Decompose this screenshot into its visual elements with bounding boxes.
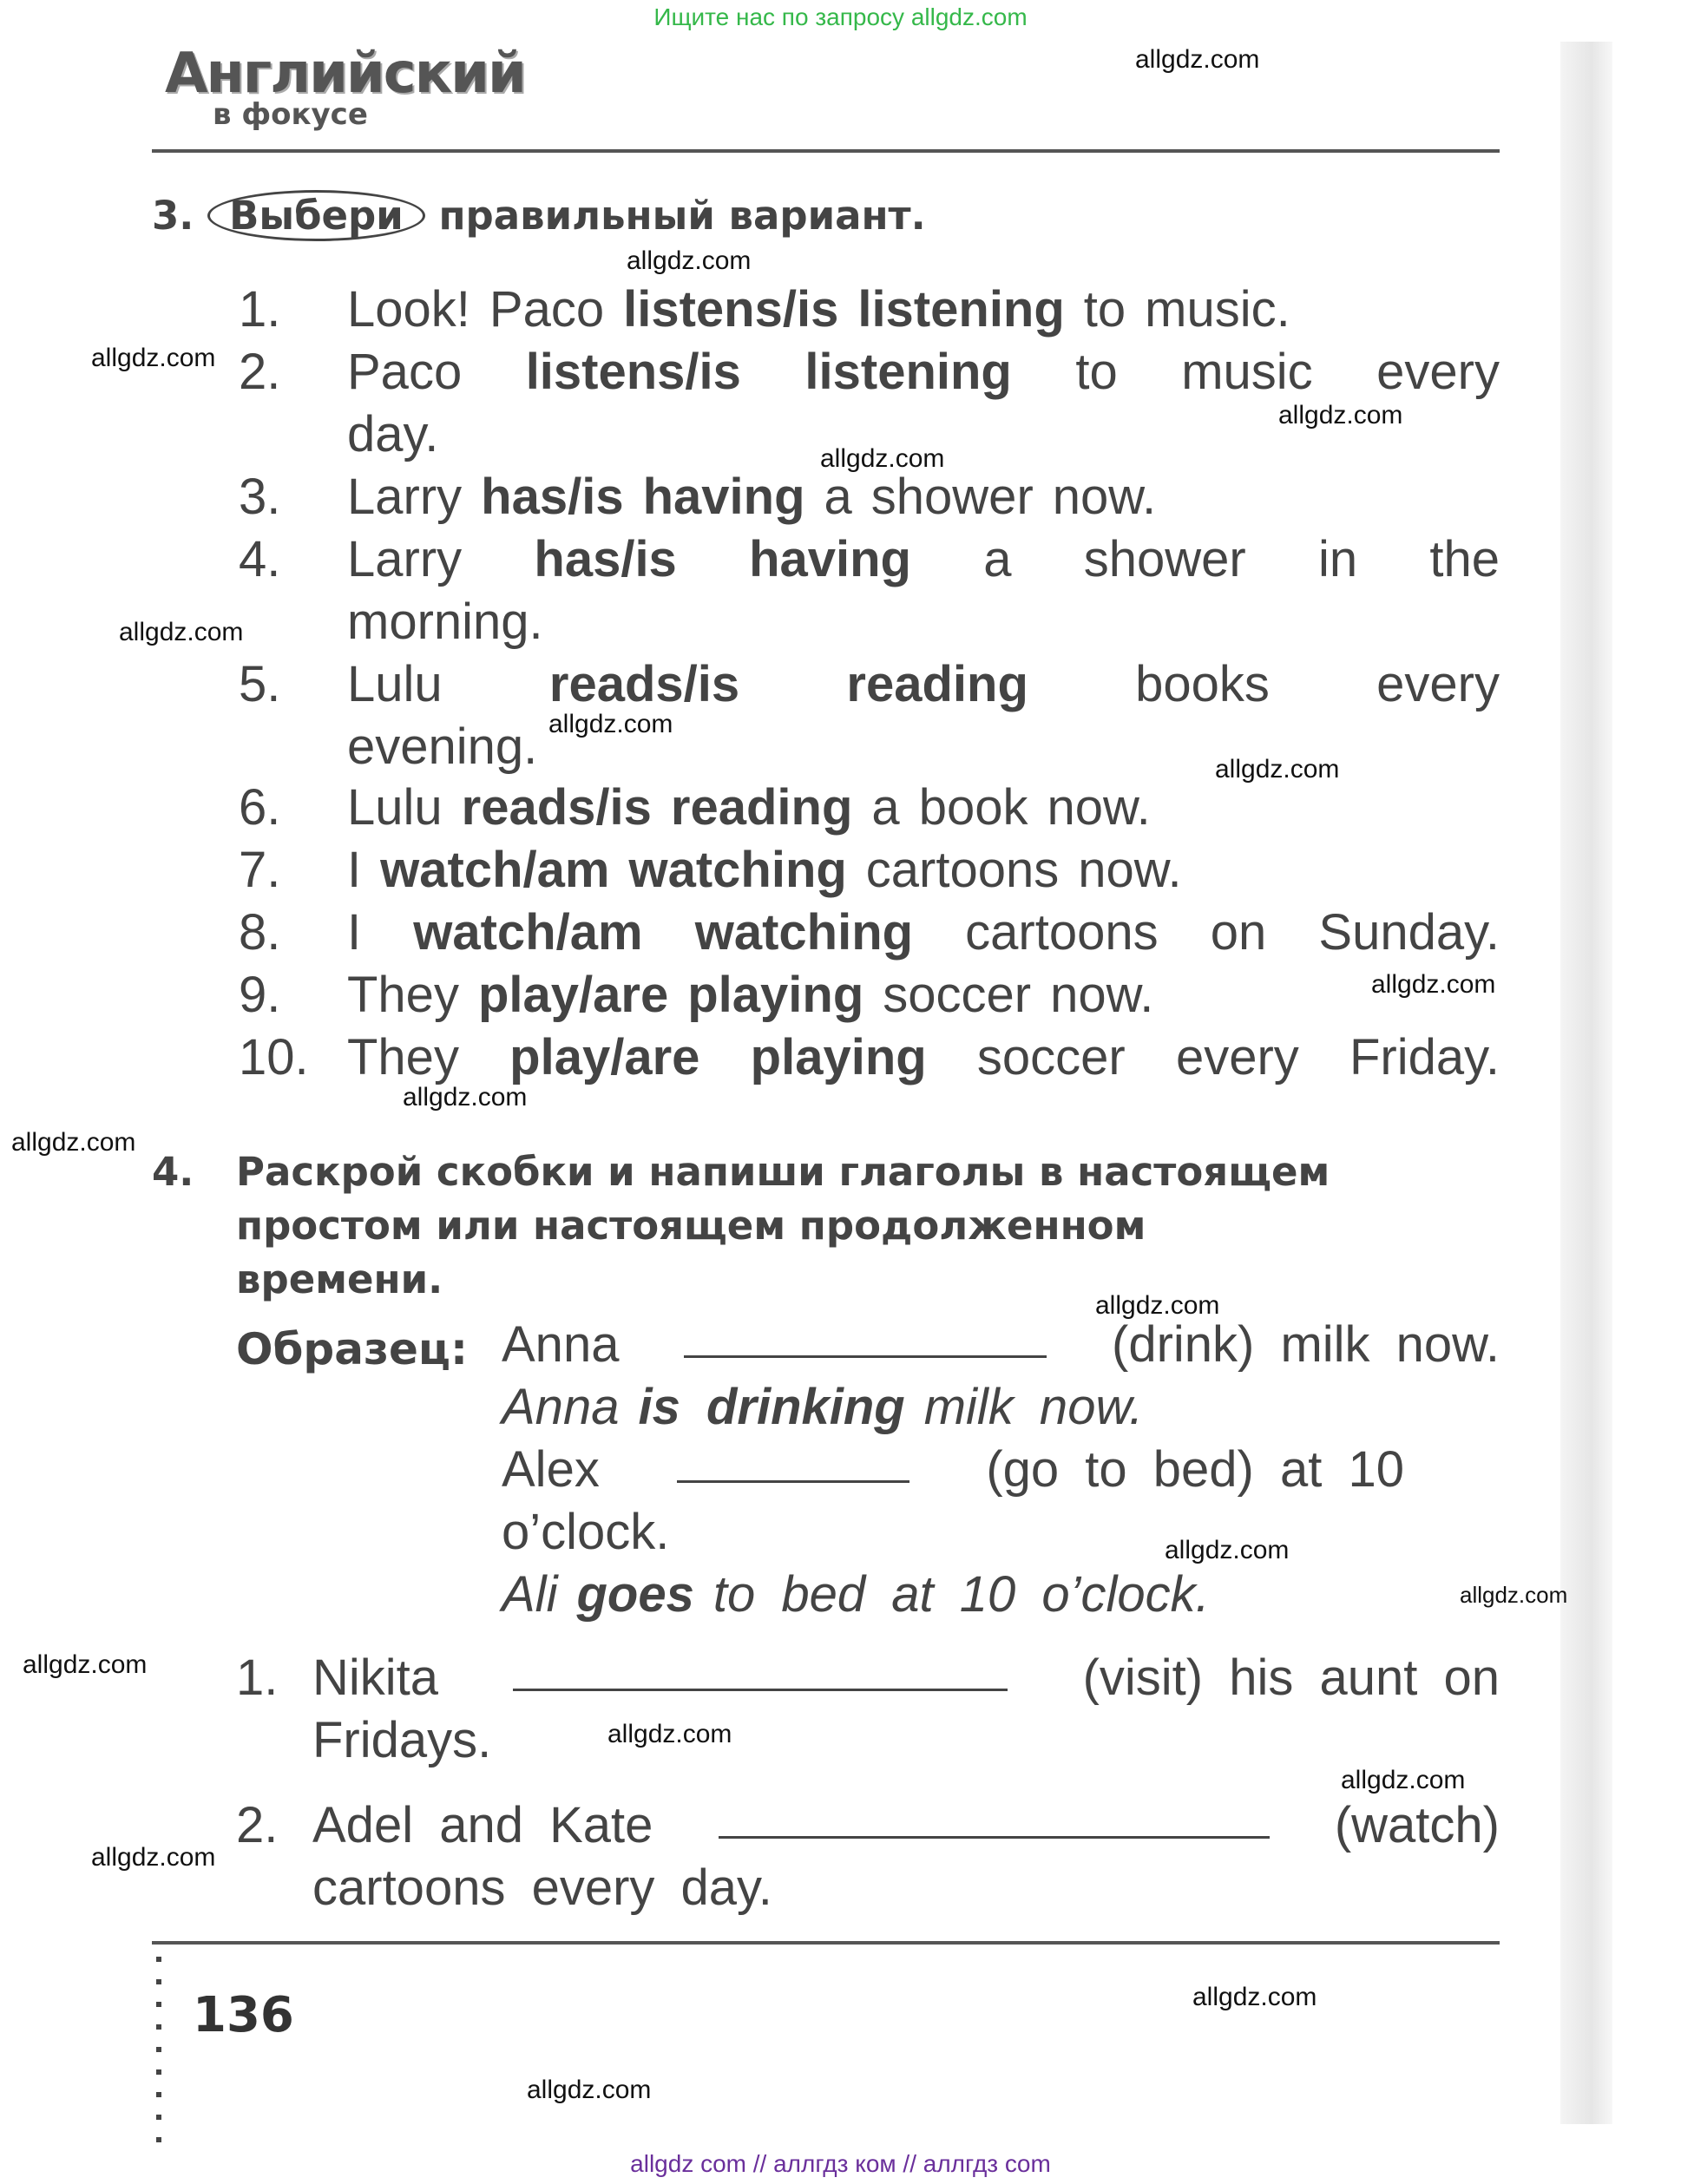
item-number: 8. <box>239 904 281 961</box>
sentence-word: music <box>1181 344 1313 400</box>
item-sentence <box>347 655 1500 713</box>
choice-word[interactable]: play/are <box>509 1029 700 1085</box>
sentence-word: Paco <box>489 281 605 338</box>
task3-instruction: правильный вариант. <box>438 193 926 239</box>
choice-word[interactable]: playing <box>750 1029 927 1085</box>
exercise1-line <box>312 1649 1500 1707</box>
sentence-word: books <box>1135 656 1270 712</box>
item-continuation: morning. <box>347 594 543 650</box>
choice-word[interactable]: watching <box>694 904 914 961</box>
page-number: 136 <box>193 1987 294 2043</box>
item-number: 3. <box>239 469 281 525</box>
task3-circled-word: Выбери <box>207 190 425 241</box>
item-sentence <box>347 1028 1500 1086</box>
sentence-word: to <box>1083 281 1126 338</box>
sentence-word: Larry <box>347 469 463 525</box>
choice-word[interactable]: playing <box>687 967 864 1023</box>
sample1-answer-subject: Anna <box>502 1379 620 1435</box>
sentence-word: a <box>824 469 852 525</box>
choice-word[interactable]: listens/is <box>525 344 741 400</box>
answer-blank <box>677 1440 909 1483</box>
sentence-word: Lulu <box>347 656 443 712</box>
watermark: allgdz.com <box>1460 1582 1568 1608</box>
sentence-word: I <box>347 842 362 898</box>
sentence-word: every <box>1376 344 1500 400</box>
choice-word[interactable]: listens/is <box>623 281 839 338</box>
sentence-word: the <box>1429 531 1500 587</box>
watermark: allgdz.com <box>91 344 216 372</box>
choice-word[interactable]: having <box>642 469 805 525</box>
watermark: allgdz.com <box>403 1083 528 1112</box>
sample1-line <box>502 1315 1500 1374</box>
sample2-continuation: o’clock. <box>502 1504 670 1560</box>
task3-header <box>152 193 926 239</box>
page-edge-shadow <box>1560 42 1612 2124</box>
task4-number: 4. <box>152 1149 194 1195</box>
sample1-rest: (drink) milk now. <box>1112 1316 1500 1373</box>
choice-word[interactable]: watching <box>628 842 847 898</box>
sample2-answer-verb: goes <box>576 1566 694 1623</box>
sentence-word: cartoons <box>865 842 1060 898</box>
sample2-answer <box>502 1565 1229 1623</box>
watermark: allgdz.com <box>527 2076 652 2104</box>
sentence-word: Paco <box>347 344 463 400</box>
item-number: 10. <box>239 1029 309 1085</box>
sample1-answer-rest: milk now. <box>923 1379 1144 1435</box>
sentence-word: Look! <box>347 281 470 338</box>
task3-number: 3. <box>152 193 194 239</box>
watermark: allgdz.com <box>119 618 244 646</box>
choice-word[interactable]: reads/is <box>461 779 652 836</box>
sentence-word: now. <box>1078 842 1182 898</box>
sample2-line-cont <box>502 1503 688 1561</box>
choice-word[interactable]: reads/is <box>548 656 740 712</box>
watermark: allgdz.com <box>820 444 945 473</box>
item-continuation: evening. <box>347 718 538 775</box>
sentence-word: Sunday. <box>1318 904 1500 961</box>
sentence-word: a <box>983 531 1012 587</box>
exercise-number: 2. <box>236 1797 279 1853</box>
exercise2-rest: (watch) <box>1334 1797 1500 1853</box>
sentence-word: on <box>1210 904 1267 961</box>
sentence-word: soccer <box>883 967 1032 1023</box>
sentence-word: now. <box>1047 779 1151 836</box>
sample1-subject: Anna <box>502 1316 620 1373</box>
choice-word[interactable]: watch/am <box>413 904 643 961</box>
exercise2-continuation: cartoons every day. <box>312 1859 772 1916</box>
watermark: allgdz.com <box>1095 1291 1220 1320</box>
sentence-word: I <box>347 904 362 961</box>
watermark: allgdz.com <box>1371 970 1496 999</box>
watermark: allgdz.com <box>1135 45 1260 74</box>
sentence-word: soccer <box>976 1029 1126 1085</box>
sentence-word: music. <box>1145 281 1290 338</box>
item-number: 6. <box>239 779 281 836</box>
choice-word[interactable]: play/are <box>477 967 669 1023</box>
logo-title: Английский <box>165 42 525 106</box>
sample2-subject: Alex <box>502 1441 600 1498</box>
watermark: allgdz.com <box>627 246 752 275</box>
sample2-answer-rest: to bed at 10 o’clock. <box>712 1566 1210 1623</box>
exercise2-line-cont <box>312 1859 791 1917</box>
header-rule <box>152 149 1500 153</box>
item-sentence <box>347 903 1500 961</box>
watermark: allgdz.com <box>11 1128 136 1157</box>
sentence-word: Friday. <box>1349 1029 1500 1085</box>
choice-word[interactable]: reading <box>670 779 853 836</box>
watermark: allgdz.com <box>1341 1766 1466 1794</box>
sentence-word: Lulu <box>347 779 443 836</box>
footer-links[interactable]: allgdz com // аллгдз ком // аллгдз com <box>630 2150 1051 2177</box>
sentence-word: shower <box>870 469 1034 525</box>
item-sentence <box>347 778 1170 836</box>
sample-label: Образец: <box>236 1324 468 1374</box>
answer-blank <box>684 1315 1047 1358</box>
promo-banner[interactable]: Ищите нас по запросу allgdz.com <box>653 3 1028 30</box>
watermark: allgdz.com <box>1278 401 1403 430</box>
sentence-word: now. <box>1050 967 1154 1023</box>
sentence-word: shower <box>1083 531 1246 587</box>
exercise-number: 1. <box>236 1649 279 1706</box>
sentence-word: Larry <box>347 531 463 587</box>
watermark: allgdz.com <box>23 1650 148 1679</box>
sample1-answer <box>502 1378 1162 1436</box>
item-number: 5. <box>239 656 281 712</box>
exercise2-subject: Adel and Kate <box>312 1797 653 1853</box>
watermark: allgdz.com <box>607 1720 732 1748</box>
dotted-margin <box>156 1957 161 2156</box>
exercise1-rest: (visit) his aunt on <box>1082 1649 1500 1706</box>
sentence-word: cartoons <box>965 904 1159 961</box>
choice-word[interactable]: has/is <box>534 531 677 587</box>
choice-word[interactable]: reading <box>846 656 1028 712</box>
logo-subtitle: в фокусе <box>213 97 368 132</box>
item-sentence <box>347 280 1310 338</box>
item-sentence <box>347 841 1201 899</box>
item-sentence <box>347 468 1175 526</box>
item-sentence <box>347 530 1500 588</box>
watermark: allgdz.com <box>91 1843 216 1872</box>
exercise1-line-cont <box>312 1711 510 1769</box>
sample2-rest: (go to bed) at 10 <box>986 1441 1404 1498</box>
watermark: allgdz.com <box>1215 755 1340 784</box>
choice-word[interactable]: watch/am <box>380 842 610 898</box>
choice-word[interactable]: listening <box>857 281 1065 338</box>
task4-instruction-line: времени. <box>236 1256 443 1302</box>
choice-word[interactable]: listening <box>804 344 1012 400</box>
sample2-line <box>502 1440 1404 1499</box>
watermark: allgdz.com <box>548 710 673 738</box>
exercise2-line <box>312 1796 1500 1854</box>
sentence-word: in <box>1317 531 1358 587</box>
item-continuation: day. <box>347 406 439 462</box>
sample2-answer-subject: Ali <box>502 1566 558 1623</box>
item-sentence <box>347 966 1172 1024</box>
watermark: allgdz.com <box>1192 1983 1317 2011</box>
answer-blank[interactable] <box>513 1649 1008 1691</box>
sentence-word: every <box>1175 1029 1299 1085</box>
answer-blank[interactable] <box>719 1796 1270 1839</box>
exercise1-continuation: Fridays. <box>312 1712 492 1768</box>
choice-word[interactable]: having <box>749 531 911 587</box>
sentence-word: book <box>918 779 1028 836</box>
sentence-word: every <box>1376 656 1500 712</box>
sample1-answer-verb: is drinking <box>638 1379 905 1435</box>
sentence-word: They <box>347 1029 459 1085</box>
item-number: 4. <box>239 531 281 587</box>
sentence-word: to <box>1075 344 1118 400</box>
task4-header <box>152 1145 194 1199</box>
item-number: 2. <box>239 344 281 400</box>
task4-instruction-line: простом или настоящем продолженном <box>236 1203 1146 1249</box>
exercise1-subject: Nikita <box>312 1649 439 1706</box>
item-number: 1. <box>239 281 281 338</box>
book-logo <box>165 42 525 132</box>
sentence-word: a <box>871 779 900 836</box>
task4-instruction-line: Раскрой скобки и напиши глаголы в настоящем <box>236 1149 1330 1195</box>
item-number: 7. <box>239 842 281 898</box>
choice-word[interactable]: has/is <box>481 469 624 525</box>
sentence-word: now. <box>1052 469 1157 525</box>
task4-instruction <box>236 1145 1330 1307</box>
item-number: 9. <box>239 967 281 1023</box>
watermark: allgdz.com <box>1165 1536 1290 1564</box>
footer-rule <box>152 1941 1500 1945</box>
sentence-word: They <box>347 967 459 1023</box>
item-sentence <box>347 343 1500 401</box>
